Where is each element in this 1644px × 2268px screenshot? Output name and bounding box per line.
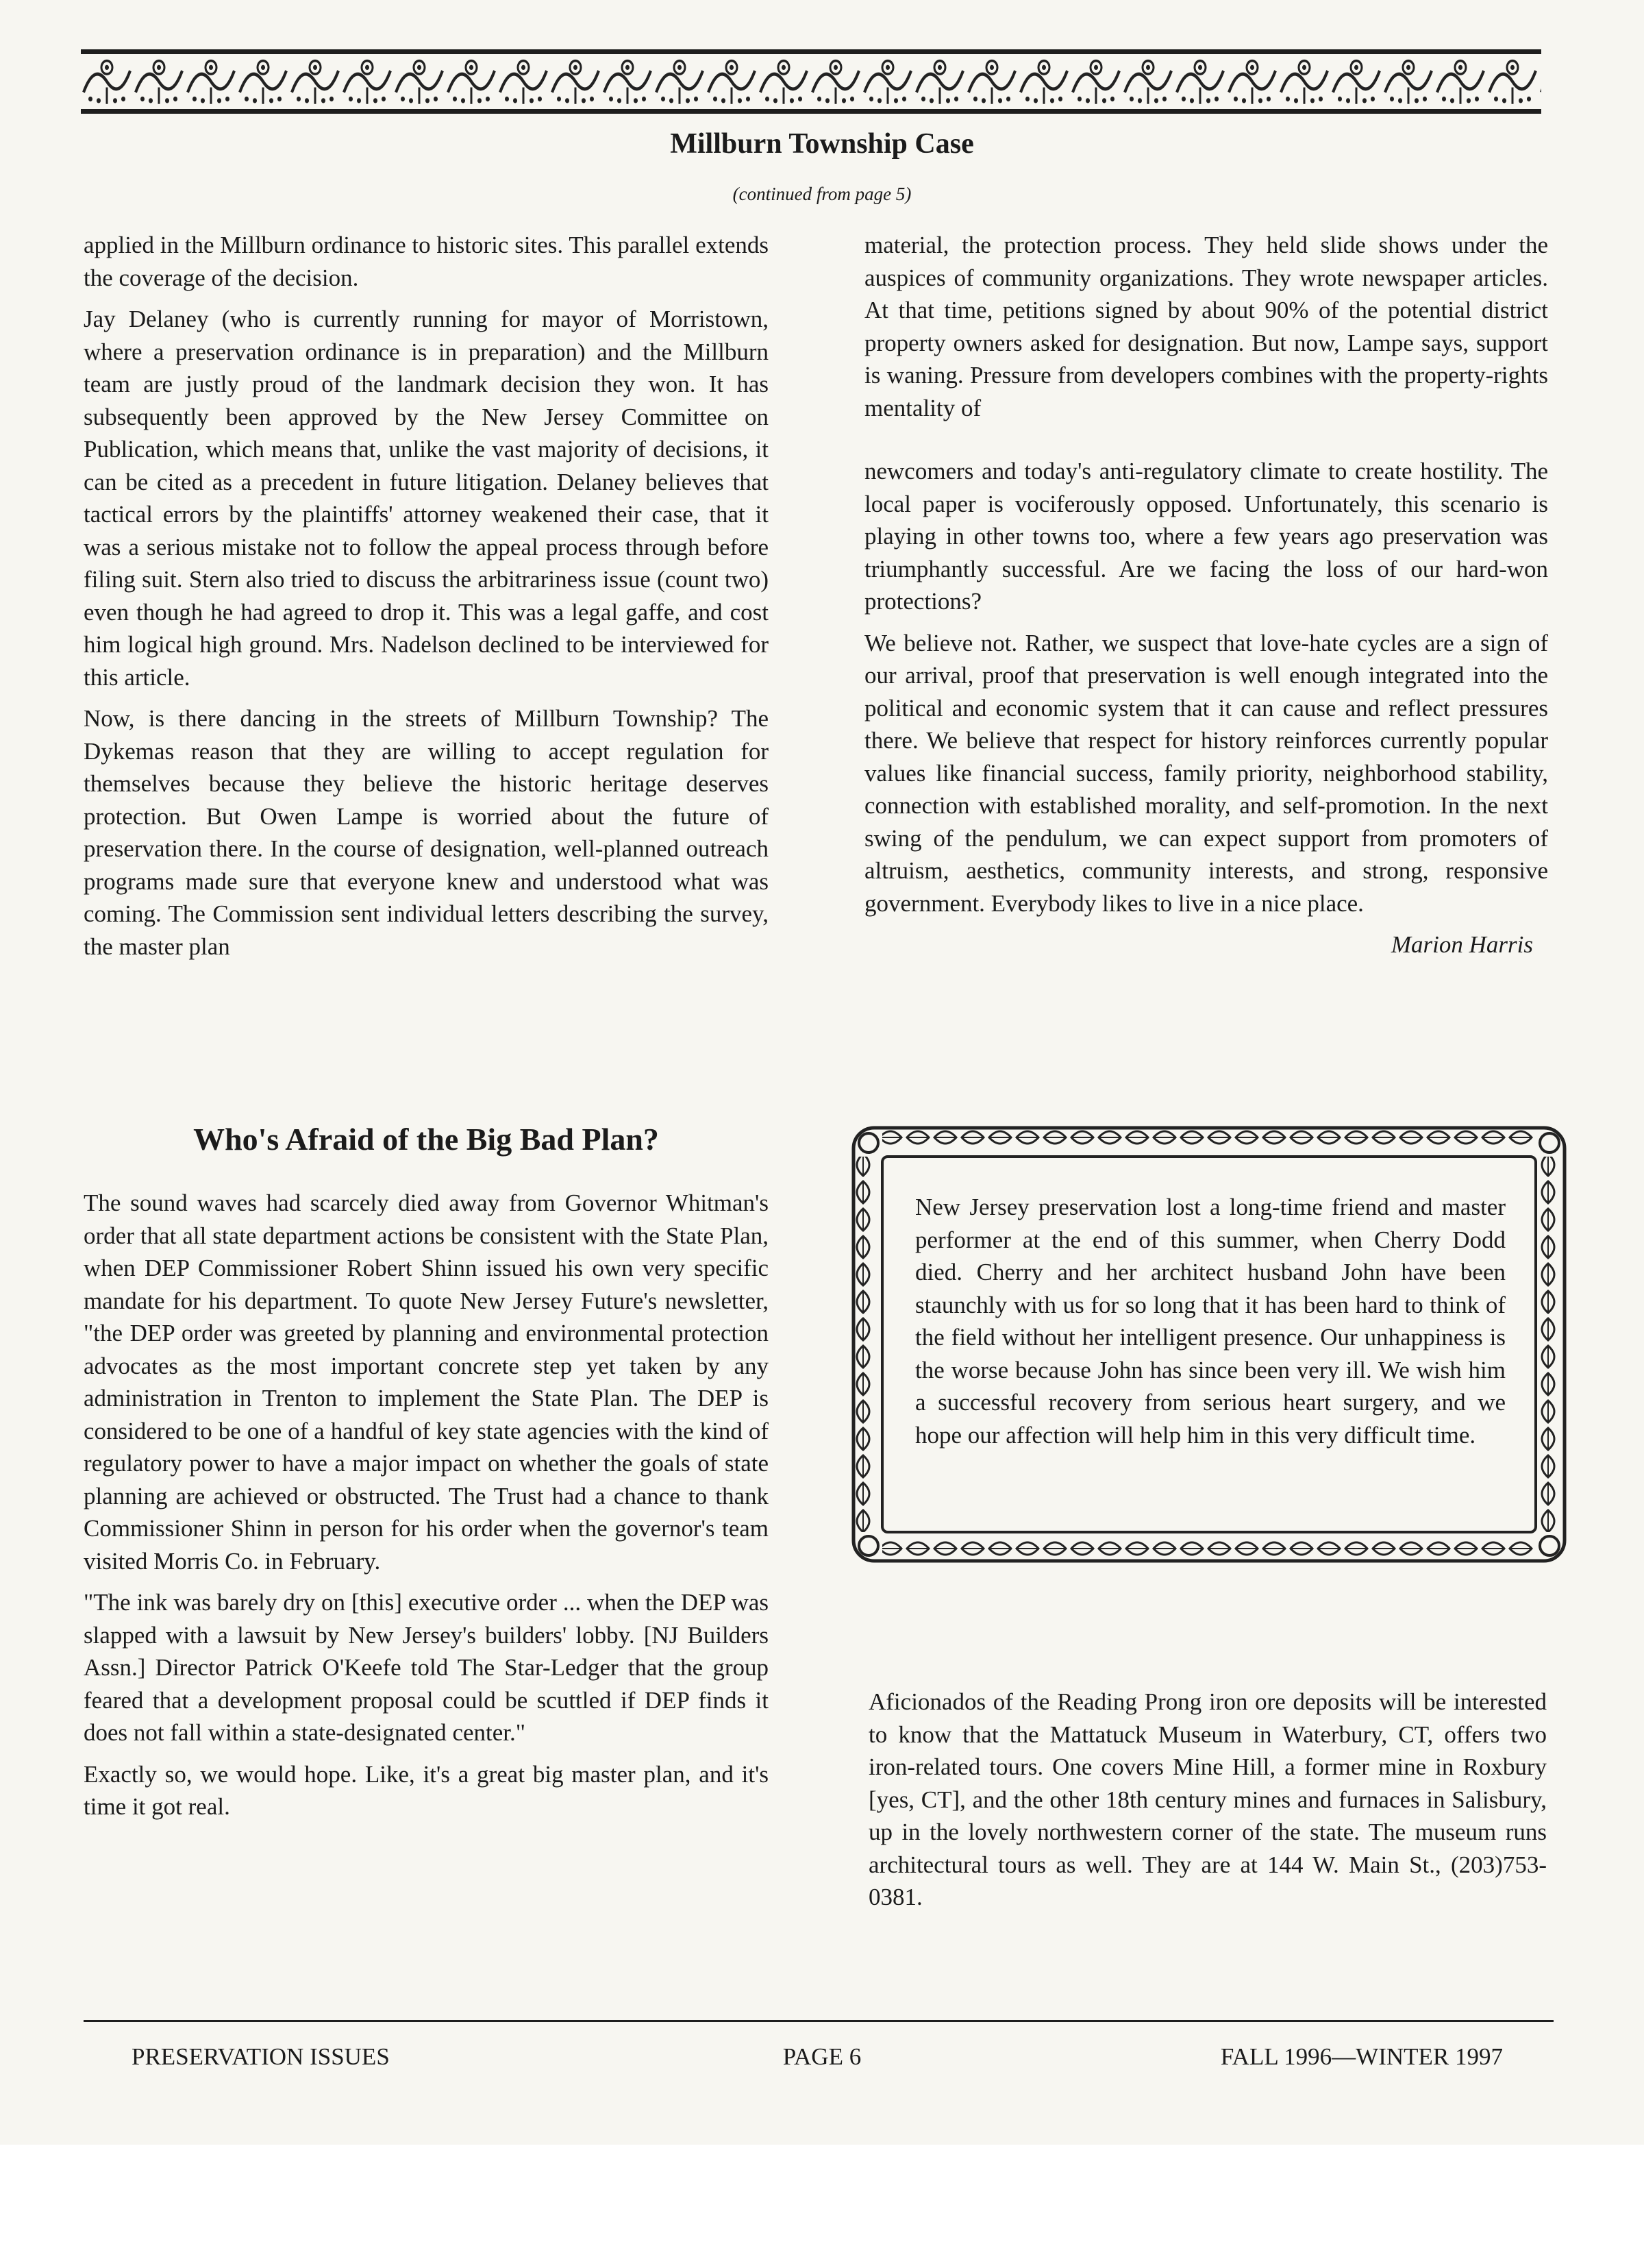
footer-page-number: PAGE 6 [782,2043,862,2070]
footer-rule [84,2020,1554,2022]
continued-note: (continued from page 5) [732,184,912,204]
column-right-top [864,229,1548,433]
decorative-header-band [81,49,1541,114]
paragraph: We believe not. Rather, we suspect that love-hate cycles are a sign of our arrival, proof that preservation is well enough integrated into the political and economic system that it can cause and reflect pressures there. We believe that respect for history reinforces currently popular values like financial success, family priority, neighborhood stability, connection with established morality, and self-promotion. In the next swing of the pendulum, we can expect support from promoters of altruism, aesthetics, community interests, and strong, responsive government. Everybody likes to live in a nice place. [864,629,1548,917]
column-left-bottom [84,1187,769,1832]
article-title-big-bad-plan: Who's Afraid of the Big Bad Plan? [193,1122,659,1157]
paragraph: Aficionados of the Reading Prong iron ore deposits will be interested to know that the Mattatuck Museum in Waterbury, CT, offers two iron-related tours. One covers Mine Hill, a former mine in Roxbury [yes, CT], and the other 18th century mines and furnaces in Salisbury, up in the lovely northwestern corner of the state. The museum runs architectural tours as well. They are at 144 W. Main St., (203)753-0381. [869,1688,1547,1910]
column-right-bottom [869,1686,1547,1923]
paragraph: "The ink was barely dry on [this] executive order ... when the DEP was slapped with a lawsuit by New Jersey's builders' lobby. [NJ Builders Assn.] Director Patrick O'Keefe told The Star-Ledger that the group feared that a development proposal could be scuttled if DEP finds it does not fall within a state-designated center." [84,1589,769,1746]
paragraph: Exactly so, we would hope. Like, it's a great big master plan, and it's time it got real. [84,1760,769,1820]
paragraph: applied in the Millburn ordinance to historic sites. This parallel extends the coverage of the decision. [84,232,769,291]
column-right-continued [864,455,1548,970]
footer-publication: PRESERVATION ISSUES [132,2043,390,2070]
column-left-top [84,229,769,972]
article-title-millburn: Millburn Township Case [670,128,974,160]
footer-issue-date: FALL 1996—WINTER 1997 [1220,2043,1503,2070]
paragraph: Jay Delaney (who is currently running for mayor of Morristown, where a preservation ordinance is in preparation) and the Millburn team are justly proud of the landmark decision they won. It has subsequently been approved by the New Jersey Committee on Publication, which means that, unlike the vast majority of decisions, it can be cited as a precedent in future litigation. Delaney believes that tactical errors by the plaintiffs' attorney weakened their case, that it was a serious mistake not to follow the appeal process through before filing suit. Stern also tried to discuss the arbitrariness issue (count two) even though he had agreed to drop it. This was a legal gaffe, and cost him logical high ground. Mrs. Nadelson declined to be interviewed for this article. [84,306,769,691]
memorial-notice-text: New Jersey preservation lost a long-time friend and master performer at the end of this summer, when Cherry Dodd died. Cherry and her architect husband John have been staunchly with us for so long that it has been hard to think of the field without her intelligent presence. Our unhappiness is the worse because John has since been very ill. We wish him a successful recovery from serious heart surgery, and we hope our affection will help him in this very difficult time. [915,1194,1506,1449]
paragraph: Now, is there dancing in the streets of Millburn Township? The Dykemas reason that they are willing to accept regulation for themselves because they believe the historic heritage deserves protection. But Owen Lampe is worried about the future of preservation there. In the course of designation, well-planned outreach programs made sure that everyone knew and understood what was coming. The Commission sent individual letters describing the survey, the master plan [84,705,769,960]
author-signature: Marion Harris [1391,931,1533,958]
paragraph: The sound waves had scarcely died away from Governor Whitman's order that all state department actions be consistent with the State Plan, when DEP Commissioner Robert Shinn issued his own very specific mandate for his department. To quote New Jersey Future's newsletter, "the DEP order was greeted by planning and environmental protection advocates as the most important concrete step yet taken by any administration in Trenton to implement the State Plan. The DEP is considered to be one of a handful of key state agencies with the kind of regulatory power to have a major impact on whether the goals of state planning are achieved or obstructed. The Trust had a chance to thank Commissioner Shinn in person for his order when the governor's team visited Morris Co. in February. [84,1190,769,1575]
paragraph: material, the protection process. They held slide shows under the auspices of community organizations. They wrote newspaper articles. At that time, petitions signed by about 90% of the potential district property owners asked for designation. But now, Lampe says, support is waning. Pressure from developers combines with the property-rights mentality of [864,232,1548,421]
paragraph: newcomers and today's anti-regulatory climate to create hostility. The local paper is vociferously opposed. Unfortunately, this scenario is playing in other towns too, where a few years ago preservation was triumphantly successful. Are we facing the loss of our hard-won protections? [864,458,1548,615]
